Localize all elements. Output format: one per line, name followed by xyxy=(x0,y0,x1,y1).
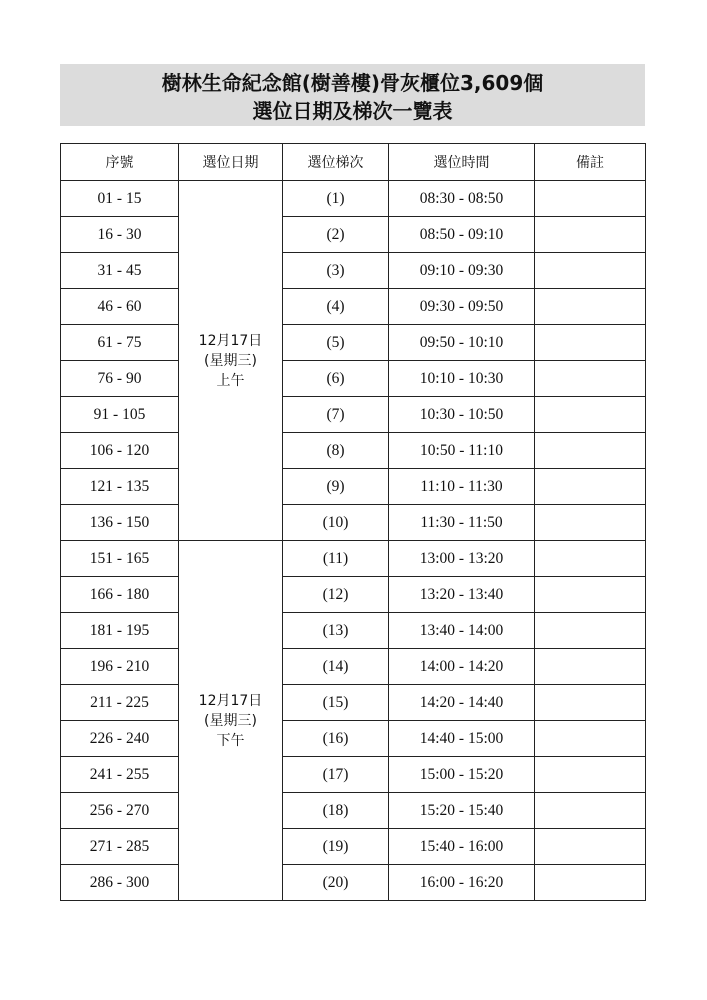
date-line2: (星期三) xyxy=(204,712,257,729)
time-slot: 14:20 - 14:40 xyxy=(389,685,535,721)
header-time: 選位時間 xyxy=(389,144,535,181)
schedule-table xyxy=(60,143,646,901)
time-slot: 15:00 - 15:20 xyxy=(389,757,535,793)
serial-range: 196 - 210 xyxy=(61,649,179,685)
date-line2: (星期三) xyxy=(204,352,257,369)
title-main: 樹林生命紀念館(樹善樓)骨灰櫃位3,609個 xyxy=(161,71,544,95)
serial-range: 01 - 15 xyxy=(61,181,179,217)
serial-range: 121 - 135 xyxy=(61,469,179,505)
batch-number: (9) xyxy=(283,469,389,505)
note-cell xyxy=(535,361,646,397)
time-slot: 10:10 - 10:30 xyxy=(389,361,535,397)
date-line3: 下午 xyxy=(216,732,245,749)
serial-range: 271 - 285 xyxy=(61,829,179,865)
serial-range: 46 - 60 xyxy=(61,289,179,325)
date-line1: 12月17日 xyxy=(198,332,263,349)
time-slot: 09:50 - 10:10 xyxy=(389,325,535,361)
header-date: 選位日期 xyxy=(179,144,283,181)
serial-range: 61 - 75 xyxy=(61,325,179,361)
time-slot: 08:30 - 08:50 xyxy=(389,181,535,217)
note-cell xyxy=(535,865,646,901)
note-cell xyxy=(535,181,646,217)
table-row xyxy=(61,217,646,253)
time-slot: 15:40 - 16:00 xyxy=(389,829,535,865)
note-cell xyxy=(535,613,646,649)
batch-number: (11) xyxy=(283,541,389,577)
title-sub: 選位日期及梯次一覽表 xyxy=(252,99,453,123)
header-row xyxy=(61,144,646,181)
time-slot: 09:10 - 09:30 xyxy=(389,253,535,289)
serial-range: 136 - 150 xyxy=(61,505,179,541)
note-cell xyxy=(535,469,646,505)
serial-range: 31 - 45 xyxy=(61,253,179,289)
note-cell xyxy=(535,433,646,469)
date-line1: 12月17日 xyxy=(198,692,263,709)
serial-range: 106 - 120 xyxy=(61,433,179,469)
time-slot: 13:20 - 13:40 xyxy=(389,577,535,613)
table-row xyxy=(61,361,646,397)
serial-range: 151 - 165 xyxy=(61,541,179,577)
batch-number: (19) xyxy=(283,829,389,865)
batch-number: (17) xyxy=(283,757,389,793)
batch-number: (5) xyxy=(283,325,389,361)
serial-range: 16 - 30 xyxy=(61,217,179,253)
serial-range: 241 - 255 xyxy=(61,757,179,793)
date-cell xyxy=(179,541,283,901)
batch-number: (20) xyxy=(283,865,389,901)
serial-range: 181 - 195 xyxy=(61,613,179,649)
header-note: 備註 xyxy=(535,144,646,181)
note-cell xyxy=(535,577,646,613)
table-row xyxy=(61,829,646,865)
time-slot: 14:40 - 15:00 xyxy=(389,721,535,757)
note-cell xyxy=(535,541,646,577)
batch-number: (2) xyxy=(283,217,389,253)
batch-number: (1) xyxy=(283,181,389,217)
table-row xyxy=(61,505,646,541)
batch-number: (4) xyxy=(283,289,389,325)
serial-range: 256 - 270 xyxy=(61,793,179,829)
time-slot: 10:50 - 11:10 xyxy=(389,433,535,469)
time-slot: 10:30 - 10:50 xyxy=(389,397,535,433)
note-cell xyxy=(535,325,646,361)
date-line3: 上午 xyxy=(216,372,245,389)
serial-range: 76 - 90 xyxy=(61,361,179,397)
table-row xyxy=(61,721,646,757)
serial-range: 226 - 240 xyxy=(61,721,179,757)
table-row xyxy=(61,433,646,469)
table-row xyxy=(61,181,646,217)
time-slot: 09:30 - 09:50 xyxy=(389,289,535,325)
batch-number: (12) xyxy=(283,577,389,613)
serial-range: 211 - 225 xyxy=(61,685,179,721)
note-cell xyxy=(535,217,646,253)
batch-number: (13) xyxy=(283,613,389,649)
note-cell xyxy=(535,397,646,433)
batch-number: (8) xyxy=(283,433,389,469)
date-cell xyxy=(179,181,283,541)
time-slot: 11:10 - 11:30 xyxy=(389,469,535,505)
time-slot: 13:40 - 14:00 xyxy=(389,613,535,649)
schedule-body xyxy=(61,181,646,901)
note-cell xyxy=(535,649,646,685)
batch-number: (10) xyxy=(283,505,389,541)
time-slot: 11:30 - 11:50 xyxy=(389,505,535,541)
table-row xyxy=(61,613,646,649)
batch-number: (18) xyxy=(283,793,389,829)
table-row xyxy=(61,865,646,901)
title-banner xyxy=(60,64,645,126)
note-cell xyxy=(535,757,646,793)
table-row xyxy=(61,577,646,613)
note-cell xyxy=(535,505,646,541)
note-cell xyxy=(535,721,646,757)
time-slot: 14:00 - 14:20 xyxy=(389,649,535,685)
table-row xyxy=(61,289,646,325)
batch-number: (6) xyxy=(283,361,389,397)
table-row xyxy=(61,685,646,721)
batch-number: (7) xyxy=(283,397,389,433)
note-cell xyxy=(535,253,646,289)
table-row xyxy=(61,397,646,433)
table-row xyxy=(61,793,646,829)
table-row xyxy=(61,649,646,685)
batch-number: (3) xyxy=(283,253,389,289)
batch-number: (16) xyxy=(283,721,389,757)
note-cell xyxy=(535,829,646,865)
header-batch: 選位梯次 xyxy=(283,144,389,181)
table-row xyxy=(61,469,646,505)
time-slot: 16:00 - 16:20 xyxy=(389,865,535,901)
serial-range: 91 - 105 xyxy=(61,397,179,433)
batch-number: (15) xyxy=(283,685,389,721)
note-cell xyxy=(535,685,646,721)
note-cell xyxy=(535,793,646,829)
batch-number: (14) xyxy=(283,649,389,685)
serial-range: 166 - 180 xyxy=(61,577,179,613)
note-cell xyxy=(535,289,646,325)
table-row xyxy=(61,541,646,577)
table-row xyxy=(61,757,646,793)
time-slot: 08:50 - 09:10 xyxy=(389,217,535,253)
table-row xyxy=(61,325,646,361)
time-slot: 15:20 - 15:40 xyxy=(389,793,535,829)
header-serial: 序號 xyxy=(61,144,179,181)
table-row xyxy=(61,253,646,289)
time-slot: 13:00 - 13:20 xyxy=(389,541,535,577)
serial-range: 286 - 300 xyxy=(61,865,179,901)
